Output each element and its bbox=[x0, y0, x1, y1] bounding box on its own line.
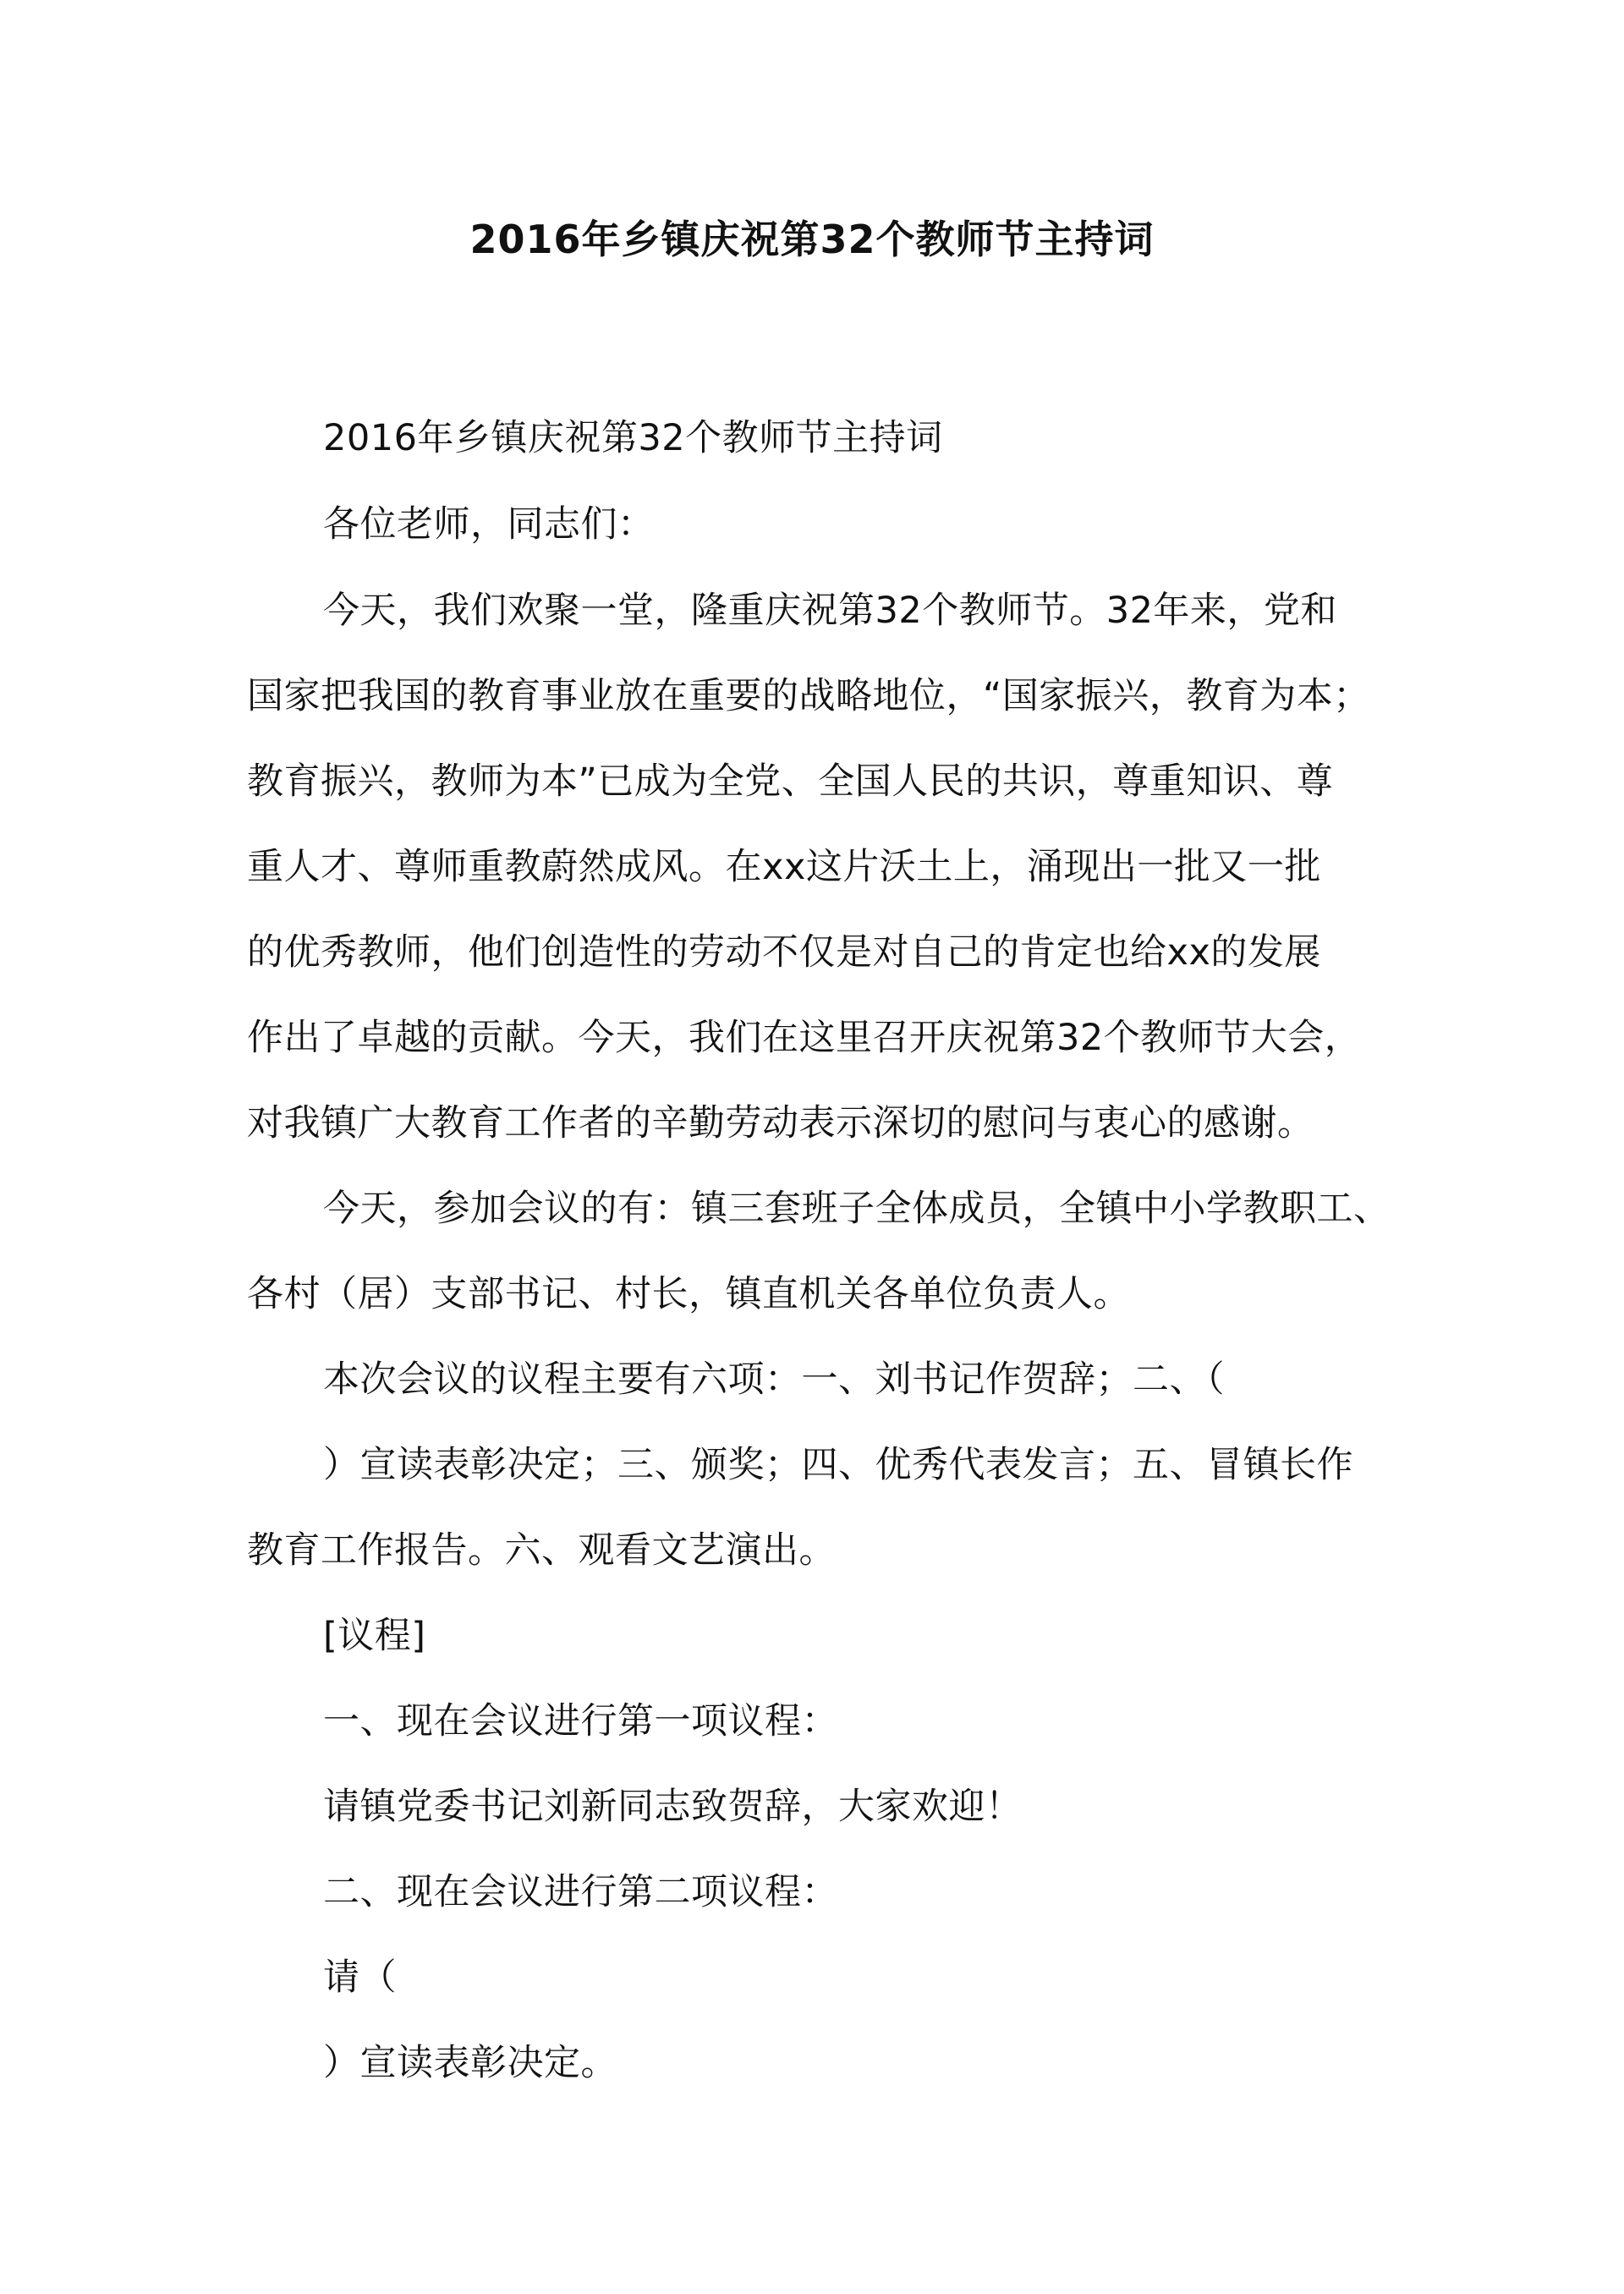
paragraph-line: 教育工作报告。六、观看文艺演出。 bbox=[247, 1529, 836, 1572]
paragraph-line: 对我镇广大教育工作者的辛勤劳动表示深切的慰问与衷心的感谢。 bbox=[247, 1102, 1314, 1144]
agenda-item-line: 请（ bbox=[323, 1956, 397, 1999]
agenda-item-line: 二、现在会议进行第二项议程： bbox=[323, 1871, 838, 1913]
salutation-line: 各位老师，同志们： bbox=[323, 503, 655, 546]
paragraph-line: 教育振兴，教师为本”已成为全党、全国人民的共识，尊重知识、尊 bbox=[247, 760, 1334, 803]
paragraph-line: 作出了卓越的贡献。今天，我们在这里召开庆祝第32个教师节大会， bbox=[247, 1017, 1362, 1059]
agenda-item-line: ）宣读表彰决定。 bbox=[323, 2042, 617, 2084]
paragraph-line: 今天，参加会议的有：镇三套班子全体成员，全镇中小学教职工、 bbox=[323, 1188, 1391, 1230]
paragraph-line: 各村（居）支部书记、村长，镇直机关各单位负责人。 bbox=[247, 1273, 1130, 1315]
paragraph-line: 国家把我国的教育事业放在重要的战略地位，“国家振兴，教育为本； bbox=[247, 675, 1370, 717]
paragraph-line: 本次会议的议程主要有六项：一、刘书记作贺辞；二、（ bbox=[323, 1358, 1225, 1401]
agenda-label: [议程] bbox=[323, 1615, 426, 1657]
heading-line: 2016年乡镇庆祝第32个教师节主持词 bbox=[323, 417, 943, 459]
paragraph-line: ）宣读表彰决定；三、颁奖；四、优秀代表发言；五、冒镇长作 bbox=[323, 1444, 1353, 1486]
paragraph-line: 的优秀教师，他们创造性的劳动不仅是对自己的肯定也给xx的发展 bbox=[247, 931, 1321, 974]
agenda-item-line: 请镇党委书记刘新同志致贺辞，大家欢迎！ bbox=[323, 1786, 1023, 1828]
paragraph-line: 今天，我们欢聚一堂，隆重庆祝第32个教师节。32年来，党和 bbox=[323, 590, 1337, 632]
paragraph-line: 重人才、尊师重教蔚然成风。在xx这片沃土上，涌现出一批又一批 bbox=[247, 846, 1321, 888]
document-title: 2016年乡镇庆祝第32个教师节主持词 bbox=[469, 217, 1155, 262]
agenda-item-line: 一、现在会议进行第一项议程： bbox=[323, 1700, 838, 1742]
